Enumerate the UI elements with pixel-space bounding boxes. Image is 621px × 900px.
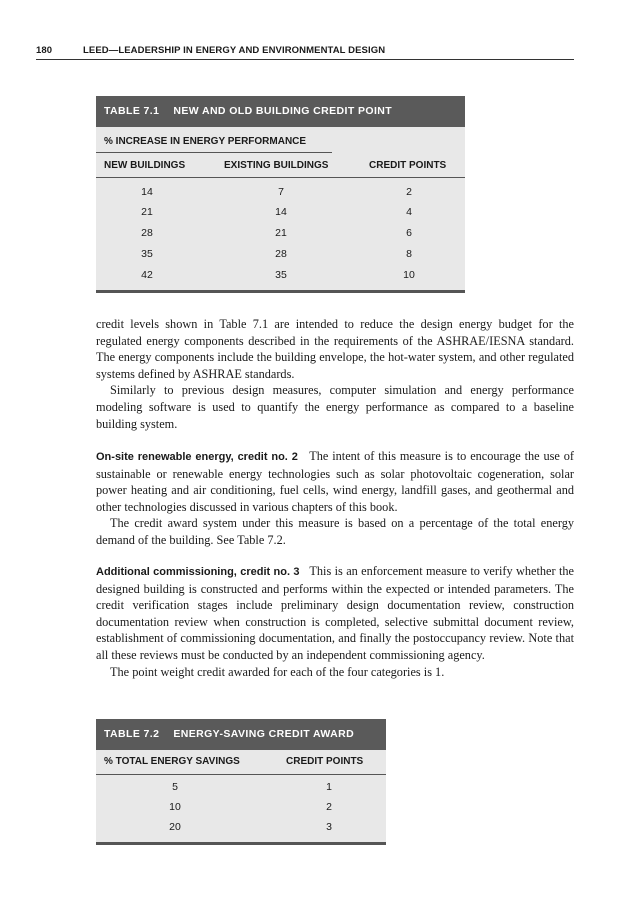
table-cell: 14 <box>141 186 153 198</box>
table-cell: 42 <box>141 269 153 281</box>
table-cell: 35 <box>275 269 287 281</box>
table-title: NEW AND OLD BUILDING CREDIT POINT <box>173 105 393 117</box>
running-head <box>36 46 574 60</box>
table-cell: 28 <box>141 227 153 239</box>
table-bottom-rule <box>96 290 465 293</box>
column-header-total-energy-savings: % TOTAL ENERGY SAVINGS <box>104 756 240 767</box>
table-cell: 20 <box>169 821 181 833</box>
group-header-rule <box>96 152 332 153</box>
column-header-existing-buildings: EXISTING BUILDINGS <box>224 160 329 171</box>
table-number: TABLE 7.2 <box>104 728 160 740</box>
paragraph-text: This is an enforcement measure to verify whether the designed building is constructed and performs within the expected or intended parameters. The credit verification stages include preliminary design documentation review, construction documentation review when construction is completed, selective submittal document review, establishment of commissioning documentation, and finally the postoccupancy review. Note that all these reviews must be conducted by an independent commissioning agency. <box>96 564 574 662</box>
table-cell: 10 <box>169 801 181 813</box>
table-cell: 3 <box>326 821 332 833</box>
table-cell: 21 <box>141 206 153 218</box>
table-cell: 1 <box>326 781 332 793</box>
page-number: 180 <box>36 45 53 56</box>
paragraph: The credit award system under this measure is based on a percentage of the total energy demand of the building. See Table 7.2. <box>96 516 574 547</box>
paragraph: Similarly to previous design measures, computer simulation and energy performance modeling software is used to quantify the energy performance as compared to a baseline building system. <box>96 383 574 431</box>
paragraph: The point weight credit awarded for each of the four categories is 1. <box>110 664 445 679</box>
table-cell: 28 <box>275 248 287 260</box>
table-cell: 5 <box>172 781 178 793</box>
table-cell: 8 <box>406 248 412 260</box>
table-cell: 35 <box>141 248 153 260</box>
header-rule <box>96 774 386 775</box>
paragraph-text: The intent of this measure is to encourage the use of sustainable or renewable energy technologies such as solar photovoltaic cogeneration, solar power heating and air conditioning, fuel cells, wind energy, landfill gases, and geothermal and other technologies discussed in various chapters of this book. <box>96 449 574 514</box>
column-header-credit-points: CREDIT POINTS <box>286 756 364 767</box>
table-cell: 2 <box>326 801 332 813</box>
run-in-heading: Additional commissioning, credit no. 3 <box>96 566 300 578</box>
table-cell: 6 <box>406 227 412 239</box>
running-head-title: LEED—LEADERSHIP IN ENERGY AND ENVIRONMENTAL DESIGN <box>83 45 386 56</box>
table-bottom-rule <box>96 842 386 845</box>
table-cell: 7 <box>278 186 284 198</box>
table-cell: 14 <box>275 206 287 218</box>
table-title: ENERGY-SAVING CREDIT AWARD <box>173 728 355 740</box>
table-7-2 <box>96 719 386 845</box>
table-number: TABLE 7.1 <box>104 105 160 117</box>
table-7-1 <box>96 96 465 293</box>
table-cell: 2 <box>406 186 412 198</box>
column-header-credit-points: CREDIT POINTS <box>369 160 447 171</box>
table-cell: 10 <box>403 269 415 281</box>
body-text-block-2 <box>96 448 574 549</box>
column-header-new-buildings: NEW BUILDINGS <box>104 160 186 171</box>
body-text-block-1 <box>96 316 574 432</box>
table-title-bar <box>96 96 465 127</box>
run-in-heading: On-site renewable energy, credit no. 2 <box>96 451 298 463</box>
group-header: % INCREASE IN ENERGY PERFORMANCE <box>104 136 307 147</box>
body-text-block-3 <box>96 563 574 680</box>
header-rule <box>96 177 465 178</box>
table-cell: 4 <box>406 206 412 218</box>
table-cell: 21 <box>275 227 287 239</box>
paragraph: credit levels shown in Table 7.1 are intended to reduce the design energy budget for the regulated energy components described in the requirements of the ASHRAE/IESNA standard. The energy components include the building envelope, the hot-water system, and other regulated systems defined by ASHRAE standards. <box>96 317 574 381</box>
table-title-bar <box>96 719 386 750</box>
